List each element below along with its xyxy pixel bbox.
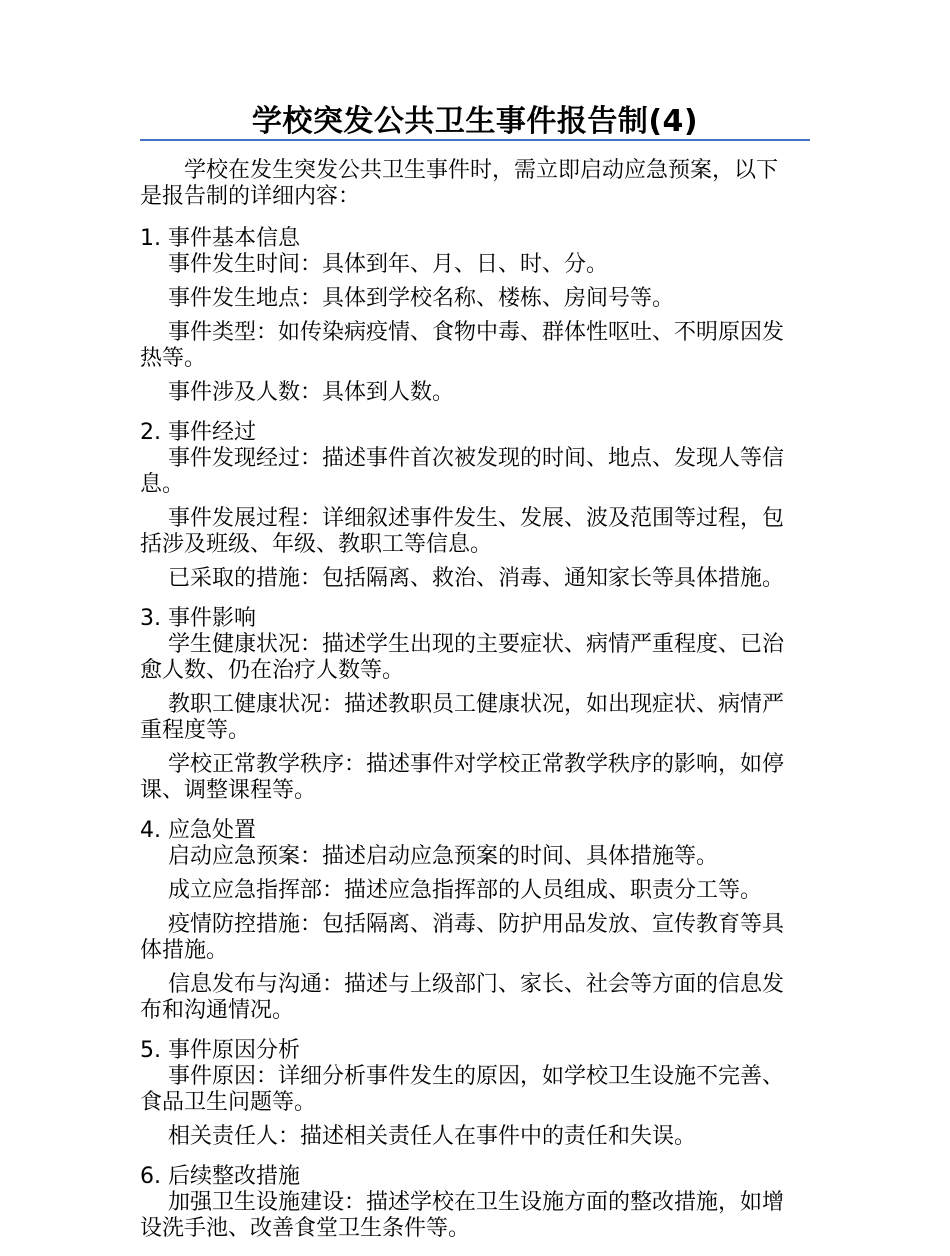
section-heading: 3. 事件影响 [140, 606, 256, 631]
section-item: 启动应急预案：描述启动应急预案的时间、具体措施等。 [168, 844, 719, 869]
section-emergency-response [140, 818, 795, 1024]
section-item: 事件发现经过：描述事件首次被发现的时间、地点、发现人等信息。 [140, 446, 785, 497]
section-item: 相关责任人：描述相关责任人在事件中的责任和失误。 [168, 1124, 697, 1149]
title-underline [140, 139, 810, 141]
section-item: 事件发生地点：具体到学校名称、楼栋、房间号等。 [168, 286, 675, 311]
section-heading: 1. 事件基本信息 [140, 226, 300, 251]
section-event-process [140, 420, 795, 592]
section-item: 事件涉及人数：具体到人数。 [168, 380, 455, 405]
section-item: 加强卫生设施建设：描述学校在卫生设施方面的整改措施，如增设洗手池、改善食堂卫生条件等。 [140, 1190, 785, 1241]
section-event-impact [140, 606, 795, 804]
section-item: 事件发生时间：具体到年、月、日、时、分。 [168, 252, 609, 277]
section-heading: 2. 事件经过 [140, 420, 256, 445]
section-item: 已采取的措施：包括隔离、救治、消毒、通知家长等具体措施。 [168, 566, 785, 591]
section-item: 事件原因：详细分析事件发生的原因，如学校卫生设施不完善、食品卫生问题等。 [140, 1064, 785, 1115]
section-item: 学生健康状况：描述学生出现的主要症状、病情严重程度、已治愈人数、仍在治疗人数等。 [140, 632, 785, 683]
section-item: 信息发布与沟通：描述与上级部门、家长、社会等方面的信息发布和沟通情况。 [140, 972, 785, 1023]
intro-paragraph: 学校在发生突发公共卫生事件时，需立即启动应急预案，以下是报告制的详细内容： [140, 158, 779, 209]
section-item: 成立应急指挥部：描述应急指挥部的人员组成、职责分工等。 [168, 878, 763, 903]
section-heading: 6. 后续整改措施 [140, 1164, 300, 1189]
section-item: 事件类型：如传染病疫情、食物中毒、群体性呕吐、不明原因发热等。 [140, 320, 785, 371]
document-title: 学校突发公共卫生事件报告制(4) [251, 104, 699, 139]
section-follow-up [140, 1164, 795, 1242]
document-body [140, 158, 795, 1256]
section-item: 疫情防控措施：包括隔离、消毒、防护用品发放、宣传教育等具体措施。 [140, 912, 785, 963]
section-item: 教职工健康状况：描述教职员工健康状况，如出现症状、病情严重程度等。 [140, 692, 785, 743]
section-item: 学校正常教学秩序：描述事件对学校正常教学秩序的影响，如停课、调整课程等。 [140, 752, 785, 803]
section-heading: 4. 应急处置 [140, 818, 256, 843]
section-heading: 5. 事件原因分析 [140, 1038, 300, 1063]
section-basic-info [140, 226, 795, 406]
section-item: 事件发展过程：详细叙述事件发生、发展、波及范围等过程，包括涉及班级、年级、教职工等信息。 [140, 506, 785, 557]
section-cause-analysis [140, 1038, 795, 1150]
